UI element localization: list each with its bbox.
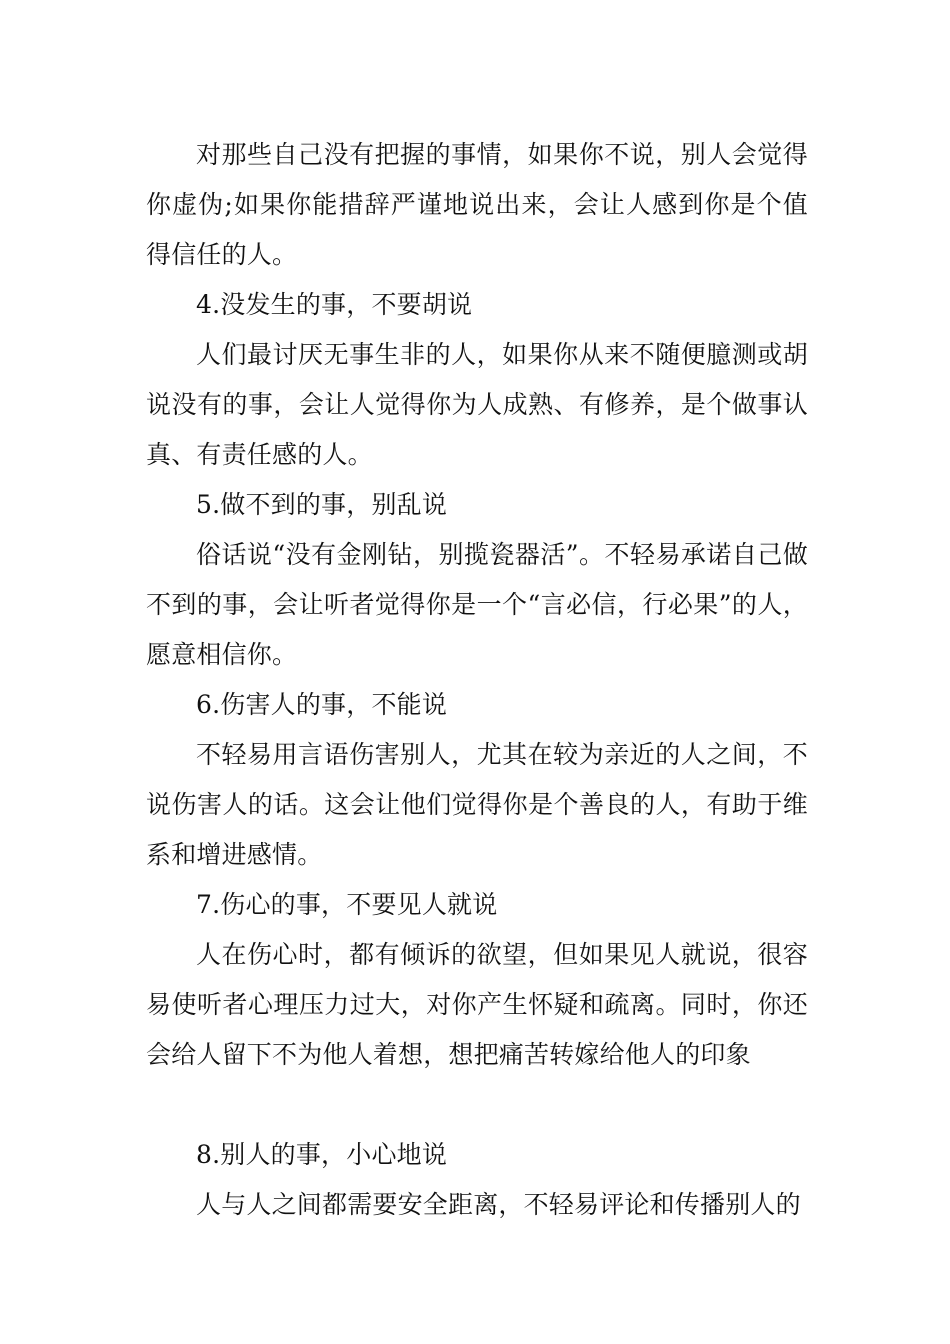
paragraph-6: 不轻易用言语伤害别人，尤其在较为亲近的人之间，不说伤害人的话。这会让他们觉得你是个善良的人，有助于维系和增进感情。 [146, 740, 808, 869]
heading-6: 6.伤害人的事，不能说 [196, 690, 448, 719]
paragraph-trust: 对那些自己没有把握的事情，如果你不说，别人会觉得你虚伪;如果你能措辞严谨地说出来，会让人感到你是个值得信任的人。 [146, 140, 808, 269]
paragraph-8: 人与人之间都需要安全距离，不轻易评论和传播别人的 [196, 1190, 801, 1219]
blank-line [146, 1080, 808, 1130]
paragraph-7: 人在伤心时，都有倾诉的欲望，但如果见人就说，很容易使听者心理压力过大，对你产生怀疑和疏离。同时，你还会给人留下不为他人着想，想把痛苦转嫁给他人的印象 [146, 940, 808, 1069]
heading-8: 8.别人的事，小心地说 [196, 1140, 448, 1169]
document-body [146, 130, 808, 1230]
heading-5: 5.做不到的事，别乱说 [196, 490, 448, 519]
paragraph-4: 人们最讨厌无事生非的人，如果你从来不随便臆测或胡说没有的事，会让人觉得你为人成熟、有修养，是个做事认真、有责任感的人。 [146, 340, 808, 469]
heading-7: 7.伤心的事，不要见人就说 [196, 890, 498, 919]
heading-4: 4.没发生的事，不要胡说 [196, 290, 473, 319]
paragraph-5: 俗话说“没有金刚钻，别揽瓷器活”。不轻易承诺自己做不到的事，会让听者觉得你是一个“言必信，行必果”的人，愿意相信你。 [146, 540, 808, 669]
